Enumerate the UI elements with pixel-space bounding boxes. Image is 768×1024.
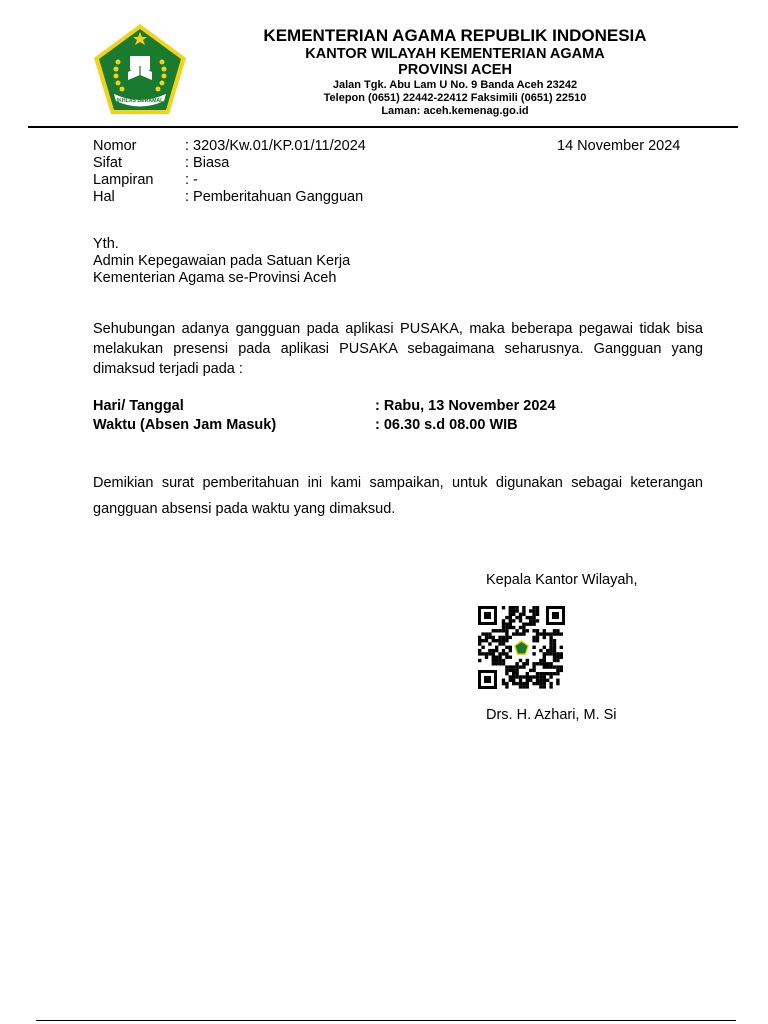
meta-label: Nomor <box>93 138 137 154</box>
body-paragraph-intro: Sehubungan adanya gangguan pada aplikasi PUSAKA, maka beberapa pegawai tidak bisa melakukan presensi pada aplikasi PUSAKA sebagaimana seharusnya. Gangguan yang dimaksud terjadi pada : <box>93 321 703 377</box>
detail-value: : Rabu, 13 November 2024 <box>375 398 556 414</box>
office-address: Jalan Tgk. Abu Lam U No. 9 Banda Aceh 23242 <box>332 79 578 91</box>
meta-value: : 3203/Kw.01/KP.01/11/2024 <box>185 138 366 154</box>
office-name: KANTOR WILAYAH KEMENTERIAN AGAMA <box>305 46 605 62</box>
letterhead-divider <box>28 126 738 128</box>
logo-motto-text: IKHLAS BERAMAL <box>116 98 164 104</box>
meta-value: : Biasa <box>185 155 230 171</box>
detail-row-date <box>93 397 556 416</box>
meta-label: Sifat <box>93 155 123 171</box>
letterhead <box>230 26 680 118</box>
meta-value: : Pemberitahuan Gangguan <box>185 189 364 205</box>
meta-row-attachment <box>93 172 366 189</box>
recipient-line: Kementerian Agama se-Provinsi Aceh <box>93 270 337 286</box>
kemenag-logo <box>92 22 188 116</box>
province-name: PROVINSI ACEH <box>398 62 512 78</box>
disruption-details <box>93 397 556 435</box>
office-website: Laman: aceh.kemenag.go.id <box>381 105 529 117</box>
meta-value: : - <box>185 172 198 188</box>
meta-label: Hal <box>93 189 115 205</box>
detail-row-time <box>93 416 556 435</box>
letter-meta <box>93 138 366 206</box>
body-paragraph-closing: Demikian surat pemberitahuan ini kami sampaikan, untuk digunakan sebagai keterangan gangguan absensi pada waktu yang dimaksud. <box>93 475 703 517</box>
letter-date: 14 November 2024 <box>557 138 681 154</box>
detail-label: Waktu (Absen Jam Masuk) <box>93 417 277 433</box>
detail-value: : 06.30 s.d 08.00 WIB <box>375 417 518 433</box>
footer-divider <box>36 1020 736 1021</box>
detail-label: Hari/ Tanggal <box>93 398 184 414</box>
meta-row-number <box>93 138 366 155</box>
meta-row-nature <box>93 155 366 172</box>
qr-code <box>477 605 566 690</box>
meta-label: Lampiran <box>93 172 154 188</box>
meta-row-subject <box>93 189 366 206</box>
signature-title: Kepala Kantor Wilayah, <box>486 572 638 588</box>
recipient-salutation: Yth. <box>93 236 119 252</box>
recipient-block <box>93 236 350 287</box>
signer-name: Drs. H. Azhari, M. Si <box>486 707 617 723</box>
office-phone: Telepon (0651) 22442-22412 Faksimili (0651) 22510 <box>323 92 587 104</box>
recipient-line: Admin Kepegawaian pada Satuan Kerja <box>93 253 351 269</box>
ministry-name: KEMENTERIAN AGAMA REPUBLIK INDONESIA <box>263 26 647 45</box>
